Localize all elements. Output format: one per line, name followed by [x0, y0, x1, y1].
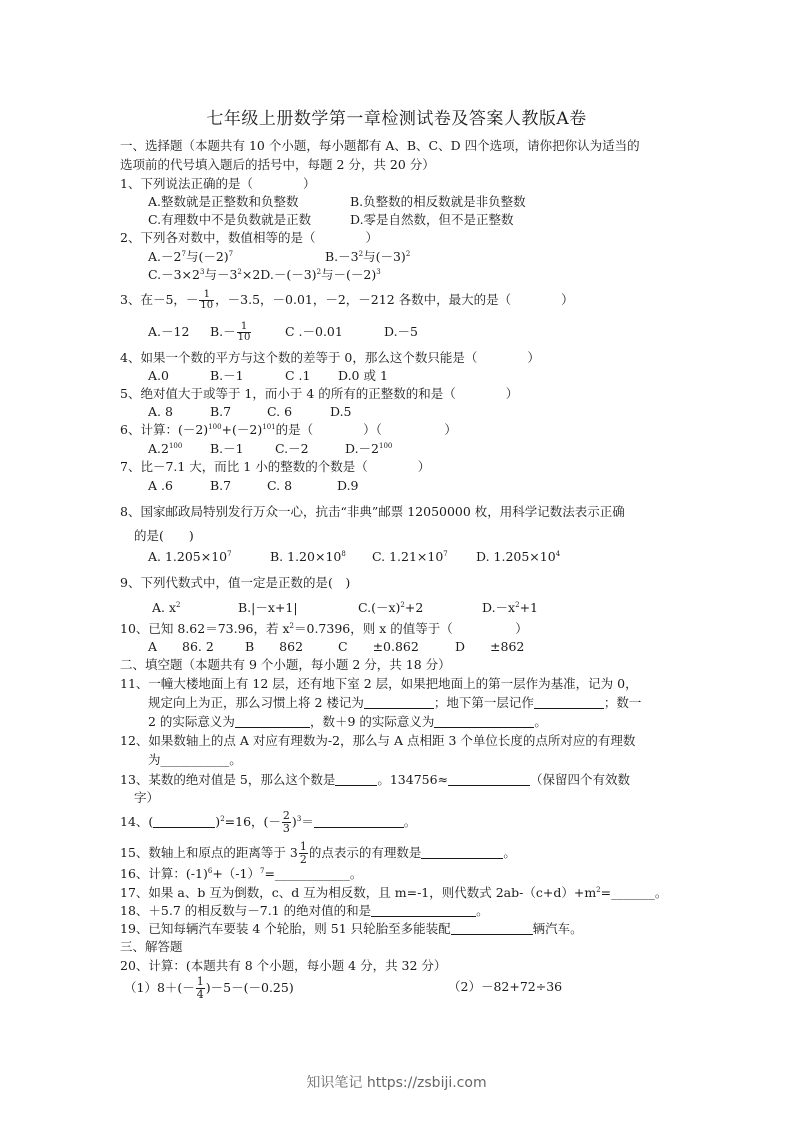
- q6-stem: 6、计算：$(-2)^{100}+(-2)^{101}$的是（ ）（ ）: [120, 422, 457, 437]
- q12-line2: 为___________。: [148, 752, 242, 767]
- q9-option-a: A. $x^2$: [152, 600, 181, 615]
- q13-blank-2[interactable]: [448, 773, 530, 786]
- q19-blank[interactable]: [451, 922, 533, 935]
- q11-blank-1[interactable]: [364, 696, 434, 709]
- q5-option-d: D.5: [330, 404, 352, 419]
- section1-header-line2: 选项前的代号填入题后的括号中，每题 2 分，共 20 分）: [120, 157, 435, 172]
- q13-blank-1[interactable]: [335, 773, 377, 786]
- q3-stem: 3、在－5，－ $\frac{1}{10}$ ，－3.5，－0.01，－2，－212 各数中，最大的是（ ）: [120, 289, 574, 311]
- q8-option-c: C. $1.21\times 10^7$: [372, 549, 448, 564]
- q20-sub2: （2）－82+72÷36: [448, 979, 563, 994]
- q3-option-d: D.－5: [384, 324, 419, 339]
- q7-stem: 7、比－7.1 大，而比 1 小的整数的个数是（ ）: [120, 459, 431, 474]
- q7-option-c: C. 8: [267, 478, 293, 493]
- q12-line1: 12、如果数轴上的点 A 对应有理数为-2，那么与 A 点相距 3 个单位长度的点所对应的有理数: [120, 733, 636, 748]
- q4-option-d: D.0 或 1: [338, 368, 388, 383]
- q5-option-a: A. 8: [148, 404, 173, 419]
- q10-option-b: B 862: [245, 639, 304, 654]
- q3-fraction: $\frac{1}{10}$: [200, 289, 214, 311]
- q8-stem-line1: 8、国家邮政局特别发行万众一心，抗击“非典”邮票 12050000 枚，用科学记数法表示正确: [120, 504, 625, 519]
- q3-option-a: A.－12: [148, 324, 190, 339]
- footer-watermark[interactable]: 知识笔记 https://zsbiji.com: [306, 1075, 487, 1091]
- q8-option-a: A. $1.205\times 10^7$: [148, 549, 232, 564]
- page-title: 七年级上册数学第一章检测试卷及答案人教版A卷: [206, 109, 587, 129]
- q8-option-b: B. $1.20\times 10^8$: [270, 549, 346, 564]
- q6-option-b: B.－1: [210, 441, 244, 456]
- q8-stem-line2: 的是( ): [134, 528, 194, 543]
- q2-option-b: $B.-3^2$与$(-3)^2$: [325, 249, 411, 264]
- q2-stem: 2、下列各对数中，数值相等的是（ ）: [120, 230, 378, 245]
- section3-header: 三、解答题: [120, 939, 183, 954]
- q11-line2: 规定向上为正，那么习惯上将 2 楼记为 ；地下第一层记作 ；数一: [148, 695, 642, 710]
- q13-line2: 字）: [134, 790, 160, 805]
- q10-option-a: A 86. 2: [148, 639, 214, 654]
- q1-option-d: D.零是自然数，但不是正整数: [350, 212, 514, 227]
- q9-stem: 9、下列代数式中，值一定是正数的是( ): [120, 575, 351, 590]
- q14-blank-1[interactable]: [153, 815, 215, 828]
- q5-option-b: B.7: [210, 404, 232, 419]
- q14-line: 14、( )$^2$=16，(－ $\frac{2}{3}$ )$^3$＝ 。: [120, 809, 417, 835]
- q4-option-a: A.0: [148, 368, 169, 383]
- q3-option-b-fraction: $\frac{1}{10}$: [237, 321, 251, 343]
- q1-option-b: B.负整数的相反数就是非负整数: [350, 194, 526, 209]
- q2-option-a: $A.-2^7$与$(-2)^7$: [148, 249, 234, 264]
- q11-line3: 2 的实际意义为 ，数＋9 的实际意义为 。: [148, 714, 547, 729]
- q13-line1: 13、某数的绝对值是 5，那么这个数是 。134756≈ （保留四个有效数: [120, 772, 631, 787]
- q7-option-a: A .6: [148, 478, 173, 493]
- q6-option-c: C.－2: [275, 441, 309, 456]
- q6-option-a: $A.2^{100}$: [148, 441, 183, 456]
- q1-option-a: A.整数就是正整数和负整数: [148, 194, 299, 209]
- q9-option-b: B.|－x+1|: [238, 600, 298, 615]
- q10-stem: 10、已知 8.62＝73.96，若 $x^2=0.7396$，则 x 的值等于（ ）: [120, 621, 528, 636]
- q11-blank-3[interactable]: [235, 715, 310, 728]
- q11-line1: 11、一幢大楼地面上有 12 层，还有地下室 2 层，如果把地面上的第一层作为基准，记为 0，: [120, 676, 638, 691]
- q2-option-cd: $C.-3\times 2^3$与$-3^2\times 2D.-(-3)^2$与$-(-2)^3$: [148, 267, 381, 282]
- q4-option-c: C .1: [285, 368, 311, 383]
- q11-blank-2[interactable]: [534, 696, 604, 709]
- q20-sub1-fraction: $\frac{1}{4}$: [196, 975, 204, 1001]
- q7-option-d: D.9: [337, 478, 359, 493]
- q17-line: 17、如果 a、b 互为倒数，c、d 互为相反数，且 m=-1，则代数式 $2ab-(c+d)+m^2=\_\_\_\_\_\_\_$。: [120, 885, 668, 900]
- q16-line: 16、计算：$(-1)^6+(-1)^7=\_\_\_\_\_\_\_\_\_\_\_\_$。: [120, 866, 363, 881]
- q4-option-b: B.－1: [210, 368, 244, 383]
- q5-stem: 5、绝对值大于或等于 1，而小于 4 的所有的正整数的和是（ ）: [120, 386, 519, 401]
- q14-fraction: $\frac{2}{3}$: [282, 809, 290, 835]
- q10-option-c: C ±0.862: [338, 639, 419, 654]
- q1-stem: 1、下列说法正确的是（ ）: [120, 176, 316, 191]
- q1-option-c: C.有理数中不是负数就是正数: [148, 212, 312, 227]
- q11-blank-4[interactable]: [434, 715, 534, 728]
- section2-header: 二、填空题（本题共有 9 个小题，每小题 2 分，共 18 分）: [120, 657, 451, 672]
- q20-sub1: （1）8＋(－ $\frac{1}{4}$ )－5－(－0.25): [124, 975, 294, 1001]
- q15-fraction: $\frac{1}{2}$: [299, 840, 307, 866]
- q9-option-c: $C.(-x)^2+2$: [358, 600, 424, 615]
- q8-option-d: D. $1.205\times 10^4$: [476, 549, 561, 564]
- q6-option-d: $D.-2^{100}$: [345, 441, 393, 456]
- q20-stem: 20、计算：(本题共有 8 个小题，每小题 4 分，共 32 分）: [120, 958, 447, 973]
- q3-option-c: C .－0.01: [285, 324, 343, 339]
- q19-line: 19、已知每辆汽车要装 4 个轮胎，则 51 只轮胎至多能装配 辆汽车。: [120, 921, 583, 936]
- q5-option-c: C. 6: [267, 404, 293, 419]
- q10-option-d: D ±862: [455, 639, 525, 654]
- q18-line: 18、＋5.7 的相反数与－7.1 的绝对值的和是 。: [120, 903, 489, 918]
- q14-blank-2[interactable]: [314, 815, 404, 828]
- section1-header-line1: 一、选择题（本题共有 10 个小题，每小题都有 A、B、C、D 四个选项，请你把你认为适当的: [120, 138, 640, 153]
- q4-stem: 4、如果一个数的平方与这个数的差等于 0，那么这个数只能是（ ）: [120, 350, 540, 365]
- q15-line: 15、数轴上和原点的距离等于 3 $\frac{1}{2}$ 的点表示的有理数是 。: [120, 840, 516, 866]
- q3-option-b: B.－ $\frac{1}{10}$: [210, 321, 251, 343]
- q15-blank[interactable]: [421, 846, 503, 859]
- q18-blank[interactable]: [371, 904, 476, 917]
- q9-option-d: $D.-x^2+1$: [482, 600, 539, 615]
- q7-option-b: B.7: [210, 478, 232, 493]
